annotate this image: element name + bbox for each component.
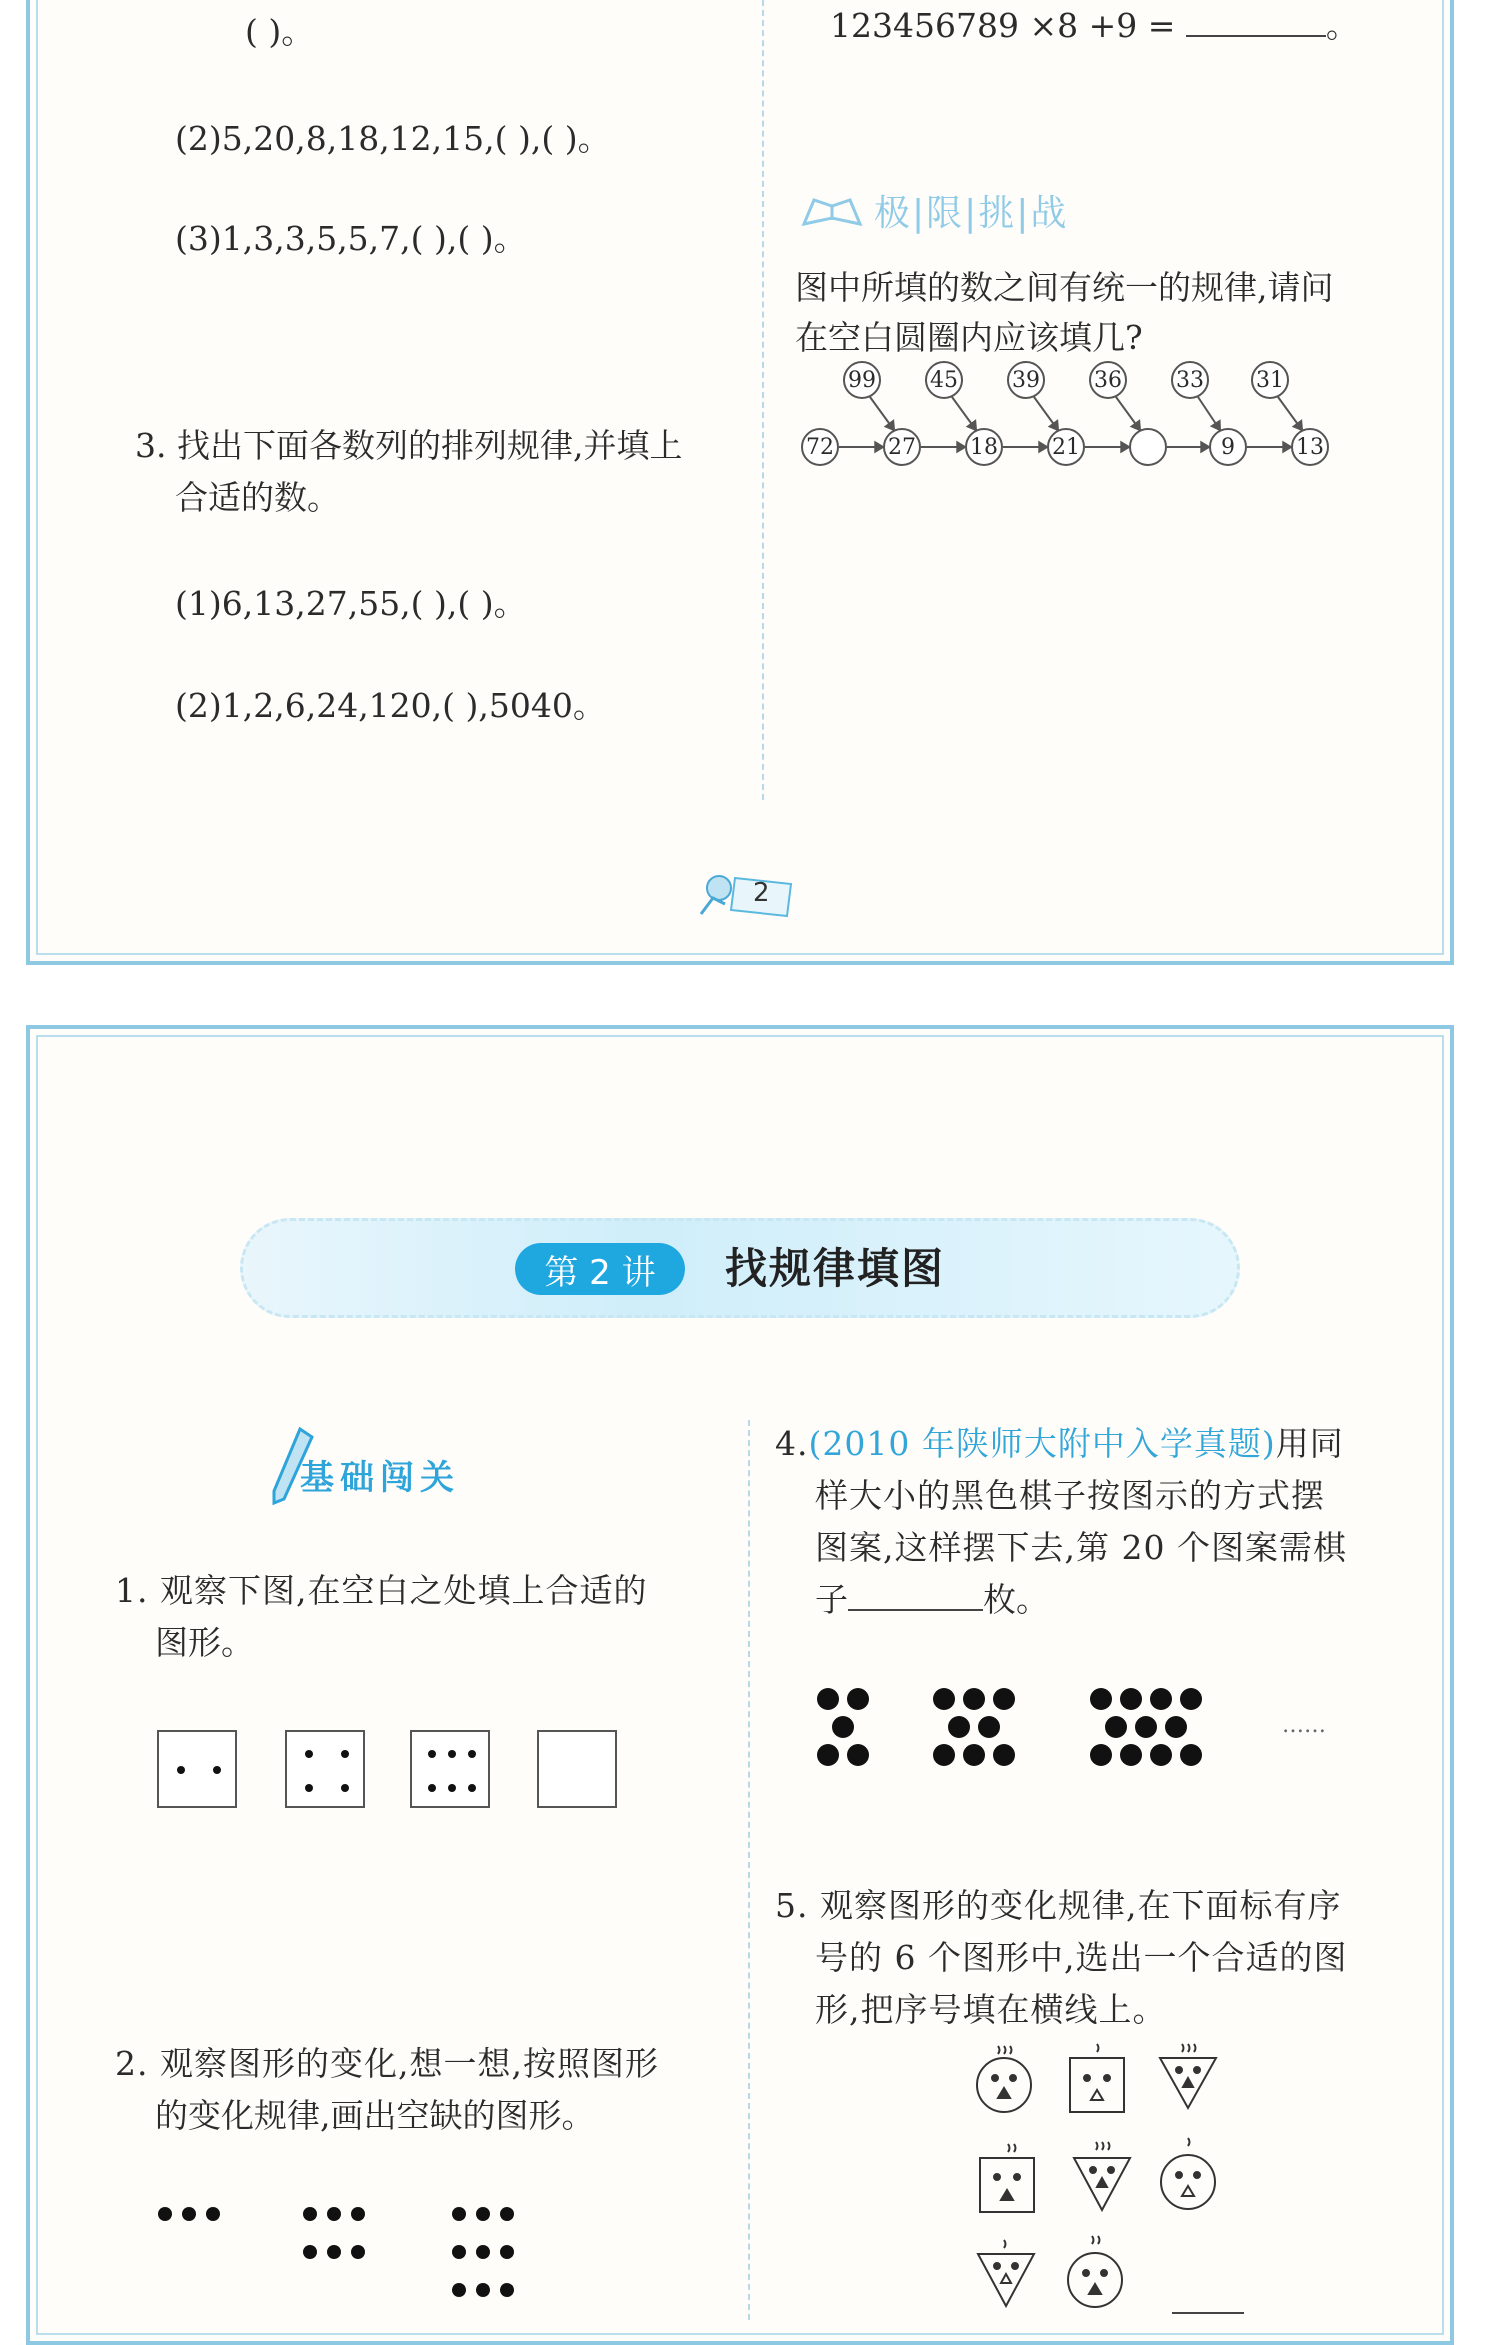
q4-chess-piece [1180,1744,1202,1766]
q1-dot [305,1750,313,1758]
q4-line-2: 样大小的黑色棋子按图示的方式摆 [815,1476,1325,1515]
q3-item-1: (1)6,13,27,55,( ),( )。 [175,584,527,623]
q5-shape-triangle-2 [1074,2142,1130,2210]
q5-line-1: 5. 观察图形的变化规律,在下面标有序 [775,1886,1342,1925]
q4-line-3: 图案,这样摆下去,第 20 个图案需棋 [815,1528,1347,1567]
q2-dot [303,2245,317,2259]
q2-dot [476,2245,490,2259]
diagram-bottom-node: 21 [1047,428,1085,466]
q4-line-1 [775,1418,1344,1470]
q4-chess-piece [1120,1688,1142,1710]
q3-prompt-line-1: 3. 找出下面各数列的排列规律,并填上 [135,426,683,465]
q4-chess-piece [832,1716,854,1738]
q3-item-2: (2)1,2,6,24,120,( ),5040。 [175,686,606,725]
q4-chess-piece [948,1716,970,1738]
equation-text: 123456789 ×8 +9 = [830,6,1176,45]
diagram-arrowhead [1212,421,1220,430]
q2-dot [476,2207,490,2221]
q4-chess-piece [1090,1744,1112,1766]
diagram-top-node: 39 [1007,361,1045,399]
q1-dot [448,1784,456,1792]
q3-prompt-line-2: 合适的数。 [175,478,340,517]
number-diagram-arrows [0,0,1500,520]
q2-dot [452,2207,466,2221]
q4-line-4 [815,1574,1049,1626]
q5-line-2: 号的 6 个图形中,选出一个合适的图 [815,1938,1348,1977]
q4-source: (2010 年陕师大附中入学真题) [808,1424,1276,1463]
q4-chess-piece [1150,1744,1172,1766]
diagram-arrowhead [1039,442,1047,451]
q4-chess-piece [1120,1744,1142,1766]
diagram-arrowhead [875,442,883,451]
q4-chess-piece [1150,1688,1172,1710]
q1-line-1: 1. 观察下图,在空白之处填上合适的 [115,1571,648,1610]
diagram-top-node: 45 [925,361,963,399]
lesson-label: 第 2 讲 [515,1243,685,1295]
q4-chess-piece [1180,1688,1202,1710]
q2-dot [351,2245,365,2259]
q5-shape-circle-3 [1068,2236,1122,2307]
q2-item-3: (3)1,3,3,5,5,7,( ),( )。 [175,219,527,258]
diagram-bottom-node: 27 [883,428,921,466]
q1-dot [468,1784,476,1792]
q4-chess-piece [993,1744,1015,1766]
q5-shape-grid [950,2040,1250,2322]
q1-dot-box [157,1730,237,1808]
q4-line-4-tail: 枚。 [983,1580,1049,1619]
q4-chess-piece [1105,1716,1127,1738]
q4-chess-piece [978,1716,1000,1738]
q4-ellipsis: …… [1282,1713,1326,1738]
q1-dot [448,1750,456,1758]
diagram-bottom-node: 72 [801,428,839,466]
diagram-arrowhead [1201,442,1209,451]
q4-chess-piece [933,1744,955,1766]
q1-dot [213,1766,221,1774]
q2-dot [327,2207,341,2221]
basic-section-heading: 基础闯关 [300,1458,460,1498]
q1-dot [428,1750,436,1758]
diagram-top-node: 99 [843,361,881,399]
diagram-arrowhead [1283,442,1291,451]
page-number-badge [695,870,795,920]
q2-dot [182,2207,196,2221]
q2-dot [452,2245,466,2259]
lesson-title: 找规律填图 [725,1244,946,1293]
q1-dot [341,1750,349,1758]
q5-shape-circle-2 [1161,2138,1215,2209]
q4-chess-piece [993,1688,1015,1710]
q5-shape-square-1 [1070,2044,1124,2112]
q2-dot [351,2207,365,2221]
q4-chess-piece [963,1744,985,1766]
q4-number: 4. [775,1424,809,1463]
q4-answer-blank[interactable] [848,1609,983,1611]
diagram-arrowhead [1050,421,1058,430]
q4-chess-piece [847,1744,869,1766]
q1-dot [341,1784,349,1792]
challenge-line-1: 图中所填的数之间有统一的规律,请问 [795,268,1334,307]
diagram-bottom-node: 9 [1209,428,1247,466]
mascot-icon [695,870,795,920]
diagram-arrowhead [1121,442,1129,451]
q2-dot [206,2207,220,2221]
q4-chess-piece [933,1688,955,1710]
equation-end: 。 [1325,6,1359,45]
q1-dot [428,1784,436,1792]
q5-line-3: 形,把序号填在横线上。 [815,1990,1167,2029]
q2-dot [452,2283,466,2297]
diagram-top-node: 33 [1171,361,1209,399]
diagram-arrowhead [886,421,894,430]
diagram-bottom-node: 13 [1291,428,1329,466]
q1-dot-box [410,1730,490,1808]
q2-dot [500,2207,514,2221]
q1-line-2: 图形。 [155,1623,254,1662]
q5-shape-square-2 [980,2144,1034,2212]
q1-answer-tail: ( )。 [245,12,315,51]
diagram-bottom-node: 18 [965,428,1003,466]
q5-shape-triangle-1 [1160,2044,1216,2108]
q1-dot [468,1750,476,1758]
q1-dot-box [285,1730,365,1808]
diagram-top-node: 31 [1251,361,1289,399]
q4-line-4-head: 子 [815,1580,848,1619]
page-2-column-divider [748,1420,750,2320]
page-number: 2 [753,878,770,908]
q4-chess-piece [847,1688,869,1710]
q5-shape-circle-1 [977,2046,1031,2112]
q2-line-1: 2. 观察图形的变化,想一想,按照图形 [115,2044,659,2083]
q1-dot [305,1784,313,1792]
challenge-line-2: 在空白圆圈内应该填几? [795,318,1143,357]
q2-dot [158,2207,172,2221]
q5-answer-line[interactable] [1172,2312,1244,2314]
q2-dot [500,2245,514,2259]
diagram-top-node: 36 [1089,361,1127,399]
q1-dot [177,1766,185,1774]
diagram-arrowhead [957,442,965,451]
challenge-title: 极|限|挑|战 [874,193,1069,234]
q2-item-2: (2)5,20,8,18,12,15,( ),( )。 [175,119,611,158]
diagram-arrowhead [1132,421,1140,430]
diagram-arrowhead [968,421,976,430]
q2-dot [327,2245,341,2259]
q2-dot [303,2207,317,2221]
q4-chess-piece [1090,1688,1112,1710]
q4-chess-piece [963,1688,985,1710]
q2-dot [476,2283,490,2297]
q2-dot [500,2283,514,2297]
q5-shape-triangle-3 [978,2240,1034,2306]
q2-line-2: 的变化规律,画出空缺的图形。 [155,2096,595,2135]
q4-line-1-tail: 用同 [1275,1424,1344,1463]
q1-blank-box[interactable] [537,1730,617,1808]
q4-chess-piece [817,1744,839,1766]
q4-chess-piece [1165,1716,1187,1738]
q4-chess-piece [817,1688,839,1710]
diagram-arrowhead [1294,421,1302,430]
q4-chess-piece [1135,1716,1157,1738]
diagram-blank-node[interactable] [1129,428,1167,466]
